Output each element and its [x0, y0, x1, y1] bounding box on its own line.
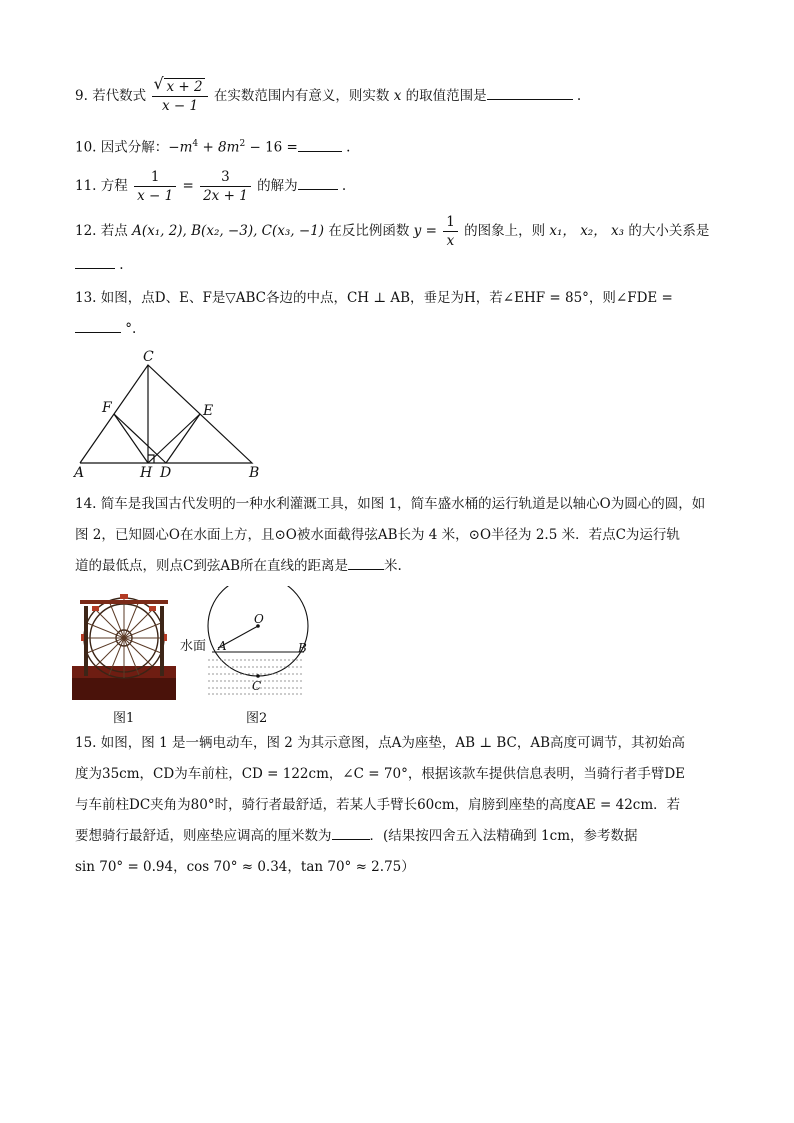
q13-segment-fh: [114, 414, 148, 463]
question-15-line5: [75, 854, 735, 880]
q12-f-num: 1: [443, 213, 458, 232]
q13-label-h: H: [140, 465, 153, 480]
question-14-line2: [75, 522, 735, 548]
q10-end: .: [346, 139, 351, 156]
q15-line4b: ．(结果按四舍五入法精确到 1cm，参考数据: [369, 828, 638, 844]
q12-answer-blank[interactable]: [75, 254, 115, 269]
q14-number: 14.: [75, 496, 97, 512]
q14-circle-o: [208, 586, 308, 676]
q9-radicand: x + 2: [166, 79, 203, 95]
q11-number: 11.: [75, 178, 97, 194]
q14-label-c: C: [252, 679, 262, 693]
q13-line1: 如图，点D、E、F是▽ABC各边的中点，CH ⊥ AB，垂足为H，若∠EHF = 85°，则∠FDE =: [100, 290, 673, 306]
q15-line1: 如图，图 1 是一辆电动车，图 2 为其示意图，点A为座垫，AB ⊥ BC，AB高度可调节，其初始高: [100, 735, 685, 751]
q9-text-pre: 若代数式: [92, 88, 147, 104]
q10-expr-c: − 16 =: [249, 139, 298, 156]
q11-f1-den: x − 1: [137, 188, 174, 204]
question-9: [75, 78, 735, 115]
q13-segment-ed: [166, 414, 200, 463]
q13-label-a: A: [74, 465, 85, 480]
question-10: [75, 131, 735, 161]
q14-label-o: O: [254, 612, 264, 626]
q13-segment-eh: [148, 414, 200, 463]
q12-text-mid2: 的图象上，则: [464, 223, 546, 239]
q13-label-e: E: [203, 403, 214, 419]
q10-exp2: 2: [239, 139, 246, 149]
q11-f1-num: 1: [134, 168, 176, 187]
q10-text-pre: 因式分解：: [100, 139, 169, 156]
question-13: [75, 285, 735, 311]
q14-end: 米.: [384, 558, 402, 574]
q11-answer-blank[interactable]: [298, 175, 338, 190]
q12-end: .: [119, 257, 124, 273]
q9-text-post: 的取值范围是: [405, 88, 487, 104]
q12-func-pre: y =: [413, 223, 437, 239]
q13-label-d: D: [160, 465, 172, 480]
q14-line2: 图 2，已知圆心O在水面上方，且⊙O被水面截得弦AB长为 4 米，⊙O半径为 2.5 米．若点C为运行轨: [75, 527, 680, 543]
q13-label-c: C: [143, 349, 154, 365]
q13-segment-fd: [114, 414, 166, 463]
q12-text-mid: 在反比例函数: [328, 223, 410, 239]
q9-denominator: x − 1: [161, 98, 199, 114]
q13-label-b: B: [249, 465, 260, 480]
q9-fraction: [152, 78, 207, 115]
question-15-line4: [75, 823, 735, 849]
q14-circle-diagram: [178, 586, 310, 698]
q9-text-mid: 在实数范围内有意义，则实数: [213, 88, 390, 104]
q12-vars: x₁， x₂， x₃: [549, 223, 625, 239]
question-12: [75, 213, 735, 250]
q14-line1: 简车是我国古代发明的一种水利灌溉工具，如图 1，简车盛水桶的运行轨道是以轴心O为圆心的圆，如: [100, 496, 706, 512]
q14-answer-blank[interactable]: [348, 555, 384, 570]
q12-text-pre: 若点: [100, 223, 128, 239]
q12-text-post: 的大小关系是: [628, 223, 710, 239]
q14-label-water: 水面: [180, 639, 207, 654]
q11-end: .: [341, 178, 347, 194]
question-13-answer-line: [75, 316, 735, 342]
q15-answer-blank[interactable]: [332, 825, 370, 840]
q13-label-f: F: [102, 400, 112, 416]
q15-line4a: 要想骑行最舒适，则座垫应调高的厘米数为: [75, 828, 332, 844]
q12-number: 12.: [75, 223, 97, 239]
q15-number: 15.: [75, 735, 97, 751]
q14-waterwheel-photo: [72, 586, 176, 700]
q14-label-a: A: [218, 639, 227, 653]
question-12-answer-line: [75, 252, 735, 278]
q12-points: A(x₁, 2), B(x₂, −3), C(x₃, −1): [132, 223, 325, 239]
q9-var: x: [393, 88, 402, 104]
question-14-line3: [75, 553, 735, 579]
question-14: [75, 491, 735, 517]
q12-fraction: [443, 213, 458, 250]
q14-label-b: B: [298, 641, 307, 655]
q9-answer-blank[interactable]: [487, 85, 573, 100]
q10-answer-blank[interactable]: [298, 137, 342, 152]
question-15-line3: [75, 792, 735, 818]
q15-line5: sin 70° = 0.94，cos 70° ≈ 0.34，tan 70° ≈ 2.75）: [75, 859, 415, 875]
q11-f2-num: 3: [200, 168, 251, 187]
q11-fraction-1: [134, 168, 176, 205]
q15-line2: 度为35cm，CD为车前柱，CD = 122cm，∠C = 70°，根据该款车提供信息表明，当骑行者手臂DE: [75, 766, 686, 782]
q11-eq: =: [182, 178, 194, 194]
q9-end: .: [576, 88, 582, 104]
q11-text-post: 的解为: [257, 178, 298, 194]
q13-triangle-figure: [70, 345, 270, 480]
q10-expr-b: + 8m: [202, 139, 240, 156]
q13-answer-blank[interactable]: [75, 318, 121, 333]
question-11: [75, 168, 735, 205]
q14-line3: 道的最低点，则点C到弦AB所在直线的距离是: [75, 558, 348, 574]
q11-f2-den: 2x + 1: [203, 188, 248, 204]
q12-f-den: x: [446, 233, 455, 249]
question-15: [75, 730, 735, 756]
q14-fig1-caption: 图1: [113, 711, 135, 726]
q10-exp1: 4: [192, 139, 199, 149]
q13-end: °.: [125, 321, 137, 337]
q15-line3: 与车前柱DC夹角为80°时，骑行者最舒适，若某人手臂长60cm，肩膀到座垫的高度AE = 42cm．若: [75, 797, 681, 813]
q11-text-pre: 方程: [100, 178, 128, 194]
q13-number: 13.: [75, 290, 97, 306]
q11-fraction-2: [200, 168, 251, 205]
q10-number: 10.: [75, 139, 97, 156]
q14-fig2-caption: 图2: [246, 711, 268, 726]
q10-expr-a: −m: [168, 139, 193, 156]
question-15-line2: [75, 761, 735, 787]
q9-number: 9.: [75, 88, 88, 104]
